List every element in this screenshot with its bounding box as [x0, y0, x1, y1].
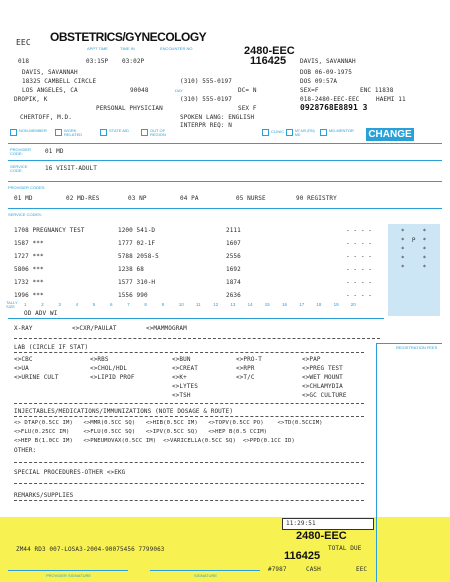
service-dash: - - - -: [346, 292, 372, 299]
dashed-divider: [14, 403, 364, 404]
dashed-divider: [14, 352, 364, 353]
lab-option[interactable]: <>T/C: [236, 374, 255, 381]
lab-option[interactable]: <>WET MOUNT: [302, 374, 343, 381]
service-name: 1732 ***: [14, 279, 44, 286]
dashed-divider: [14, 462, 364, 463]
provider-code-label: PROVIDER CODE:: [10, 147, 31, 156]
divider: [8, 208, 442, 209]
mt-ms-label: MT-MS (RN) MD: [295, 129, 315, 137]
divider: [8, 318, 384, 319]
mrn-number: 0928768E8891 3: [300, 103, 368, 112]
service-num: 2636: [226, 292, 241, 299]
divider: [8, 181, 442, 182]
service-code-label: SERVICE CODE:: [10, 164, 28, 173]
lab-option[interactable]: <>CREAT: [172, 365, 198, 372]
tally-number[interactable]: 3: [58, 302, 61, 307]
service-name: 1996 ***: [14, 292, 44, 299]
plan-code: HAEMI 11: [376, 96, 406, 103]
service-dash: - - - -: [346, 266, 372, 273]
injectable-line: <>HEP B(1.0CC IM) <>PNEUMOVAX(0.5CC IM) <>VARICELLA(0.5CC SQ) <>PPD(0.1CC ID): [14, 438, 295, 444]
cxr-option[interactable]: <>CXR/PAULAT: [72, 325, 117, 332]
dashed-divider: [14, 416, 364, 417]
service-name: 1708 PREGNANCY TEST: [14, 227, 85, 234]
clinic-checkbox[interactable]: [262, 129, 269, 136]
service-num: 2111: [226, 227, 241, 234]
grid-row: * *: [401, 246, 427, 253]
lab-option[interactable]: <>UA: [14, 365, 29, 372]
service-dash: - - - -: [346, 279, 372, 286]
tally-number[interactable]: 11: [196, 302, 201, 307]
tally-number[interactable]: 12: [213, 302, 219, 307]
tally-number[interactable]: 8: [144, 302, 147, 307]
patient-zip: 90048: [130, 87, 149, 94]
mammogram-option[interactable]: <>MAMMOGRAM: [146, 325, 187, 332]
provider-code-item: 05 NURSE: [236, 195, 266, 202]
interpreter-required: INTERPR REQ: N: [180, 122, 232, 129]
lab-option[interactable]: <>CHOL/HDL: [90, 365, 128, 372]
special-procedures: SPECIAL PROCEDURES-OTHER <>EKG: [14, 469, 126, 476]
insurer-code: 018-2480-EEC-EEC: [300, 96, 360, 103]
personal-physician-label: PERSONAL PHYSICIAN: [96, 105, 163, 112]
work-related-label: WORK RELATED: [64, 128, 83, 137]
tally-number[interactable]: 14: [247, 302, 253, 307]
service-dash: - - - -: [346, 227, 372, 234]
lab-option[interactable]: <>RBS: [90, 356, 109, 363]
service-code-value: 16 VISIT-ADULT: [45, 165, 97, 172]
tally-number[interactable]: 20: [350, 302, 356, 307]
service-num: 1874: [226, 279, 241, 286]
appt-time-value: 03:15P: [86, 58, 109, 65]
tally-od-line: OD ADV WI: [24, 310, 58, 317]
tally-number[interactable]: 10: [178, 302, 184, 307]
lab-option[interactable]: <>LYTES: [172, 383, 198, 390]
provider-code-item: 04 PA: [180, 195, 199, 202]
divider: [8, 143, 442, 144]
physician-name: DROPIK, K: [14, 96, 48, 103]
provider-code-value: 01 MD: [45, 148, 64, 155]
service-dash: - - - -: [346, 253, 372, 260]
referring-physician: CHERTOFF, M.D.: [20, 114, 72, 121]
lab-option[interactable]: <>GC CULTURE: [302, 392, 347, 399]
registration-fees-label: REGISTRATION FEES: [396, 345, 438, 350]
service-name: 5806 ***: [14, 266, 44, 273]
patient-dob: DOB 06-09-1975: [300, 69, 352, 76]
work-related-checkbox[interactable]: [55, 129, 62, 136]
service-num: 1607: [226, 240, 241, 247]
signature-line: [150, 570, 260, 571]
divider: [8, 160, 442, 161]
injectable-other: OTHER:: [14, 447, 37, 454]
md-mentor-label: MD-MENTOR: [329, 128, 354, 133]
mt-ms-checkbox[interactable]: [286, 129, 293, 136]
lab-title: LAB (CIRCLE IF STAT): [14, 344, 89, 351]
xray-label: X-RAY: [14, 325, 33, 332]
signature-line: [8, 570, 128, 571]
enc-field: ENC 11838: [360, 87, 394, 94]
injectable-line: <>FLU(0.25CC IM) <>FLU(0.5CC SQ) <>IPV(0.5CC SQ) <>HEP B(0.5 CCIM): [14, 429, 268, 435]
non-member-label: NON-MEMBER: [19, 128, 47, 133]
provider-code-item: 03 NP: [128, 195, 147, 202]
patient-address: 18325 CAMBELL CIRCLE: [22, 78, 97, 85]
dashed-divider: [14, 483, 364, 484]
dashed-divider: [14, 500, 364, 501]
patient-city: LOS ANGELES, CA: [22, 87, 78, 94]
eec-code: EEC: [16, 38, 31, 47]
remarks-label: REMARKS/SUPPLIES: [14, 492, 74, 499]
lab-option[interactable]: <>CHLAMYDIA: [302, 383, 343, 390]
footer-number: #7987: [268, 566, 287, 573]
tally-number[interactable]: 1: [24, 302, 27, 307]
department-title: OBSTETRICS/GYNECOLOGY: [50, 30, 207, 44]
tally-number[interactable]: 15: [264, 302, 270, 307]
service-num: 1692: [226, 266, 241, 273]
appt-time-label: APPT TIME: [87, 46, 108, 51]
lab-option[interactable]: <>TSH: [172, 392, 191, 399]
provider-code-item: 02 MD-RES: [66, 195, 100, 202]
tally-number[interactable]: 19: [333, 302, 339, 307]
lab-option[interactable]: <>URINE CULT: [14, 374, 59, 381]
barcode-text: ZM44 RD3 007-LOSA3-2004-90075456 7799063: [16, 546, 165, 553]
tally-number[interactable]: 17: [299, 302, 305, 307]
md-mentor-checkbox[interactable]: [320, 129, 327, 136]
tally-number[interactable]: 18: [316, 302, 322, 307]
out-of-region-label: OUT OF REGION: [150, 128, 166, 137]
tally-number[interactable]: 7: [127, 302, 130, 307]
patient-name-right: DAVIS, SAVANNAH: [300, 58, 356, 65]
service-code: 1577 310-H: [118, 279, 156, 286]
dashed-divider: [14, 338, 380, 339]
eec-label: EEC: [356, 566, 368, 573]
grid-row: * P *: [401, 237, 427, 244]
grid-row: * *: [401, 228, 427, 235]
tally-label: TALLY SIZE: [6, 300, 18, 309]
time-in-value: 03:02P: [122, 58, 145, 65]
time-in-label: TIME IN: [120, 46, 135, 51]
injectable-line: <> DTAP(0.5CC IM) <>MMR(0.5CC SQ) <>HIB(0.5CC IM) <>TOPV(0.5CC PO) <>TD(0.5CCIM): [14, 420, 323, 426]
lab-option[interactable]: <>PAP: [302, 356, 321, 363]
provider-signature-label: PROVIDER SIGNATURE: [46, 573, 92, 578]
patient-phone: (310) 555-0197: [180, 78, 232, 85]
signature-label: SIGNATURE: [194, 573, 218, 578]
sex-field: SEX=F: [300, 87, 319, 94]
state-aid-label: STATE AID: [109, 128, 129, 133]
service-name: 1587 ***: [14, 240, 44, 247]
tally-number[interactable]: 6: [110, 302, 113, 307]
patient-name: DAVIS, SAVANNAH: [22, 69, 78, 76]
state-aid-checkbox[interactable]: [100, 129, 107, 136]
service-num: 2556: [226, 253, 241, 260]
service-code: 1556 990: [118, 292, 148, 299]
injectables-title: INJECTABLES/MEDICATIONS/IMMUNIZATIONS (NOTE DOSAGE & ROUTE): [14, 408, 234, 415]
encounter-number: 116425: [250, 55, 287, 67]
tally-number[interactable]: 9: [161, 302, 165, 307]
spoken-language: SPOKEN LANG: ENGLISH: [180, 114, 255, 121]
lab-option[interactable]: <>CBC: [14, 356, 33, 363]
service-codes-label: SERVICE CODES:: [8, 212, 42, 217]
fees-divider: [376, 517, 377, 582]
lab-option[interactable]: <>BUN: [172, 356, 191, 363]
tally-number[interactable]: 13: [230, 302, 236, 307]
cash-label: CASH: [306, 566, 321, 573]
tally-number[interactable]: 4: [75, 302, 79, 307]
provider-codes-label: PROVIDER CODES:: [8, 185, 46, 190]
day-label: DAY: [175, 88, 183, 93]
tally-number[interactable]: 16: [282, 302, 288, 307]
clinic-code-top: 2480-EEC: [244, 45, 295, 57]
out-of-region-checkbox[interactable]: [141, 129, 148, 136]
service-code: 1238 68: [118, 266, 144, 273]
clinic-label: CLINIC: [271, 129, 285, 134]
provider-code-item: 01 MD: [14, 195, 33, 202]
visit-dos: DOS 09:57A: [300, 78, 338, 85]
total-due-label: TOTAL DUE: [328, 545, 362, 552]
clinic-line: 018: [18, 58, 30, 65]
footer-encounter: 116425: [284, 550, 321, 562]
lab-option[interactable]: <>K+: [172, 374, 187, 381]
footer-code: 2480-EEC: [296, 530, 347, 542]
service-code: 1777 02-1F: [118, 240, 156, 247]
dc-field: DC= N: [238, 87, 257, 94]
lab-option[interactable]: <>LIPID PROF: [90, 374, 135, 381]
divider: [376, 343, 442, 344]
grid-row: * *: [401, 255, 427, 262]
patient-sex: SEX F: [238, 105, 257, 112]
grid-row: * *: [401, 264, 427, 271]
non-member-checkbox[interactable]: [10, 129, 17, 136]
service-code: 1200 541-D: [118, 227, 156, 234]
service-code: 5788 2058-5: [118, 253, 159, 260]
footer-time: 11:29:51: [286, 520, 316, 527]
change-button[interactable]: CHANGE: [366, 128, 414, 141]
service-dash: - - - -: [346, 240, 372, 247]
service-name: 1727 ***: [14, 253, 44, 260]
tally-number[interactable]: 5: [92, 302, 96, 307]
lab-option[interactable]: <>RPR: [236, 365, 255, 372]
tally-number[interactable]: 2: [41, 302, 44, 307]
lab-option[interactable]: <>PREG TEST: [302, 365, 343, 372]
provider-code-item: 90 REGISTRY: [296, 195, 337, 202]
lab-option[interactable]: <>PRO-T: [236, 356, 262, 363]
physician-phone: (310) 555-0197: [180, 96, 232, 103]
encounter-label: ENCOUNTER NO: [160, 46, 193, 51]
